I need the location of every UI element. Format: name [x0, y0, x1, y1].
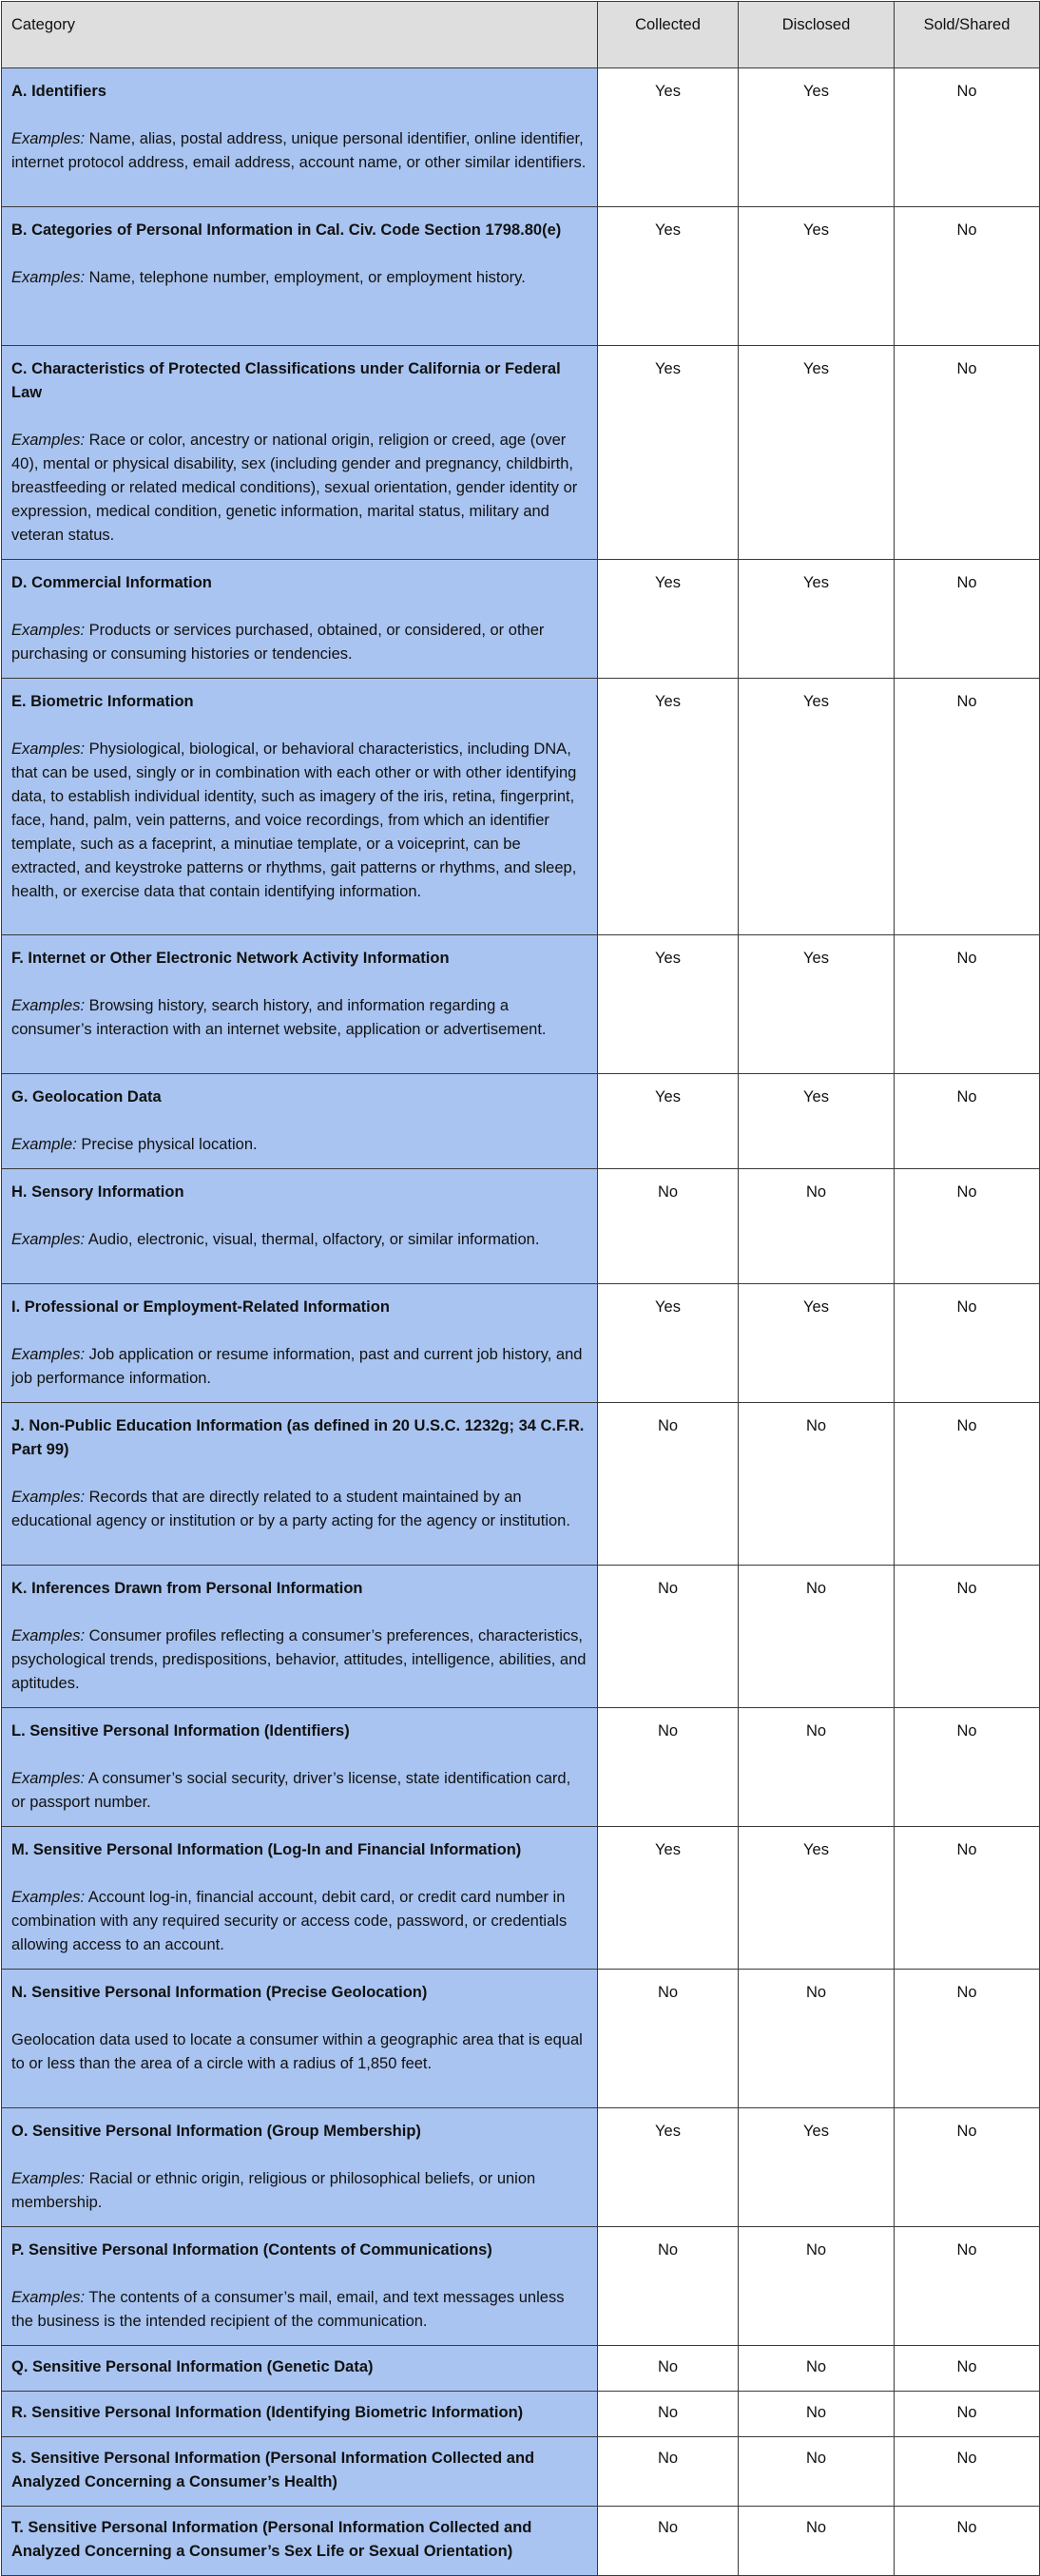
collected-value: No	[598, 1169, 739, 1284]
category-title: P. Sensitive Personal Information (Contents of Communications)	[11, 2241, 492, 2259]
collected-value: No	[598, 2227, 739, 2346]
examples-label: Examples:	[11, 2170, 86, 2187]
collected-value: No	[598, 1708, 739, 1827]
category-examples	[11, 738, 587, 904]
collected-value: No	[598, 1566, 739, 1708]
sold-shared-value: No	[895, 1169, 1040, 1284]
disclosed-value: No	[739, 1169, 895, 1284]
collected-value: No	[598, 2392, 739, 2437]
sold-shared-value: No	[895, 2507, 1040, 2576]
sold-shared-value: No	[895, 2108, 1040, 2227]
header-collected: Collected	[598, 2, 739, 68]
category-examples	[11, 1343, 587, 1391]
examples-label: Examples:	[11, 130, 86, 147]
sold-shared-value: No	[895, 1284, 1040, 1403]
collected-value: Yes	[598, 2108, 739, 2227]
disclosed-value: No	[739, 1708, 895, 1827]
collected-value: Yes	[598, 935, 739, 1074]
sold-shared-value: No	[895, 1827, 1040, 1970]
table-row	[2, 2507, 1040, 2576]
category-title: D. Commercial Information	[11, 574, 212, 591]
category-examples	[11, 266, 587, 290]
disclosed-value: Yes	[739, 1074, 895, 1169]
category-title: S. Sensitive Personal Information (Personal Information Collected and Analyzed Concerning a Consumer’s Health)	[11, 2450, 535, 2490]
category-cell	[2, 935, 598, 1074]
table-row	[2, 1708, 1040, 1827]
category-cell	[2, 1708, 598, 1827]
table-row	[2, 2227, 1040, 2346]
category-cell	[2, 560, 598, 679]
table-row	[2, 1566, 1040, 1708]
category-cell	[2, 68, 598, 207]
category-examples	[11, 1228, 587, 1252]
category-cell	[2, 346, 598, 560]
category-title: R. Sensitive Personal Information (Identifying Biometric Information)	[11, 2404, 524, 2421]
sold-shared-value: No	[895, 560, 1040, 679]
sold-shared-value: No	[895, 1566, 1040, 1708]
category-title: A. Identifiers	[11, 83, 106, 100]
category-title: N. Sensitive Personal Information (Precise Geolocation)	[11, 1984, 428, 2001]
sold-shared-value: No	[895, 2437, 1040, 2507]
disclosed-value: Yes	[739, 346, 895, 560]
disclosed-value: No	[739, 1970, 895, 2108]
examples-label: Examples:	[11, 1770, 86, 1787]
disclosed-value: Yes	[739, 2108, 895, 2227]
sold-shared-value: No	[895, 1074, 1040, 1169]
category-examples	[11, 619, 587, 666]
category-title: E. Biometric Information	[11, 693, 194, 710]
table-row	[2, 1827, 1040, 1970]
disclosed-value: Yes	[739, 68, 895, 207]
disclosed-value: Yes	[739, 679, 895, 935]
category-title: Q. Sensitive Personal Information (Genetic Data)	[11, 2358, 374, 2375]
examples-text: Account log-in, financial account, debit card, or credit card number in combination with any required security or access code, password, or credentials allowing access to an account.	[11, 1889, 568, 1953]
category-cell	[2, 2437, 598, 2507]
category-cell	[2, 2507, 598, 2576]
examples-label: Example:	[11, 1136, 77, 1153]
collected-value: Yes	[598, 1074, 739, 1169]
examples-label: Examples:	[11, 1627, 86, 1644]
category-examples	[11, 1767, 587, 1815]
sold-shared-value: No	[895, 68, 1040, 207]
examples-text: Records that are directly related to a student maintained by an educational agency or institution or by a party acting for the agency or institution.	[11, 1489, 570, 1529]
header-sold-shared: Sold/Shared	[895, 2, 1040, 68]
category-title: B. Categories of Personal Information in Cal. Civ. Code Section 1798.80(e)	[11, 221, 562, 239]
examples-label: Examples:	[11, 2289, 86, 2306]
table-row	[2, 2392, 1040, 2437]
examples-text: Products or services purchased, obtained, or considered, or other purchasing or consuming histories or tendencies.	[11, 622, 545, 663]
category-title: T. Sensitive Personal Information (Personal Information Collected and Analyzed Concerning a Consumer’s Sex Life or Sexual Orientation)	[11, 2519, 532, 2560]
category-cell	[2, 1827, 598, 1970]
disclosed-value: No	[739, 2437, 895, 2507]
sold-shared-value: No	[895, 1403, 1040, 1566]
collected-value: Yes	[598, 1284, 739, 1403]
examples-text: Name, alias, postal address, unique personal identifier, online identifier, internet protocol address, email address, account name, or other similar identifiers.	[11, 130, 587, 171]
examples-text: Race or color, ancestry or national origin, religion or creed, age (over 40), mental or physical disability, sex (including gender and pregnancy, childbirth, breastfeeding or related medical conditions), sexual orientation, gender identity or expression, medical condition, genetic information, marital status, military and veteran status.	[11, 432, 578, 544]
examples-label: Examples:	[11, 1346, 86, 1363]
sold-shared-value: No	[895, 346, 1040, 560]
category-cell	[2, 1566, 598, 1708]
collected-value: Yes	[598, 346, 739, 560]
category-examples	[11, 1886, 587, 1957]
examples-label: Examples:	[11, 269, 86, 286]
category-title: I. Professional or Employment-Related Information	[11, 1298, 390, 1316]
table-row	[2, 1074, 1040, 1169]
category-cell	[2, 679, 598, 935]
examples-label: Examples:	[11, 997, 86, 1014]
collected-value: Yes	[598, 68, 739, 207]
table-row	[2, 935, 1040, 1074]
category-cell	[2, 2108, 598, 2227]
category-title: K. Inferences Drawn from Personal Information	[11, 1580, 363, 1597]
table-row	[2, 1403, 1040, 1566]
category-title: M. Sensitive Personal Information (Log-In and Financial Information)	[11, 1841, 522, 1858]
table-row	[2, 2437, 1040, 2507]
disclosed-value: No	[739, 2507, 895, 2576]
examples-text: A consumer’s social security, driver’s license, state identification card, or passport number.	[11, 1770, 571, 1811]
table-row	[2, 207, 1040, 346]
category-title: L. Sensitive Personal Information (Identifiers)	[11, 1722, 350, 1740]
category-cell	[2, 1284, 598, 1403]
disclosed-value: No	[739, 1403, 895, 1566]
collected-value: No	[598, 2346, 739, 2392]
header-row	[2, 2, 1040, 68]
category-examples	[11, 2167, 587, 2215]
examples-text: Audio, electronic, visual, thermal, olfactory, or similar information.	[85, 1231, 540, 1248]
sold-shared-value: No	[895, 2227, 1040, 2346]
header-category: Category	[2, 2, 598, 68]
collected-value: Yes	[598, 1827, 739, 1970]
table-row	[2, 346, 1040, 560]
examples-text: Physiological, biological, or behavioral characteristics, including DNA, that can be used, singly or in combination with each other or with other identifying data, to establish individual identity, such as imagery of the iris, retina, fingerprint, face, hand, palm, vein patterns, and voice recordings, from which an identifier template, such as a faceprint, a minutiae template, or a voiceprint, can be extracted, and keystroke patterns or rhythms, gait patterns or rhythms, and sleep, health, or exercise data that contain identifying information.	[11, 740, 577, 900]
examples-text: Job application or resume information, past and current job history, and job performance information.	[11, 1346, 583, 1387]
examples-label: Examples:	[11, 622, 86, 639]
collected-value: No	[598, 1403, 739, 1566]
category-title: J. Non-Public Education Information (as defined in 20 U.S.C. 1232g; 34 C.F.R. Part 99)	[11, 1417, 585, 1458]
table-row	[2, 1970, 1040, 2108]
table-row	[2, 68, 1040, 207]
examples-label: Examples:	[11, 1489, 86, 1506]
examples-label: Examples:	[11, 1231, 86, 1248]
examples-text: Browsing history, search history, and information regarding a consumer’s interaction with an internet website, application or advertisement.	[11, 997, 547, 1038]
disclosed-value: No	[739, 2346, 895, 2392]
header-disclosed: Disclosed	[739, 2, 895, 68]
category-examples	[11, 429, 587, 548]
examples-text: Consumer profiles reflecting a consumer’s preferences, characteristics, psychological trends, predispositions, behavior, attitudes, intelligence, abilities, and aptitudes.	[11, 1627, 587, 1692]
examples-text: Racial or ethnic origin, religious or philosophical beliefs, or union membership.	[11, 2170, 536, 2211]
description-text: Geolocation data used to locate a consumer within a geographic area that is equal to or less than the area of a circle with a radius of 1,850 feet.	[11, 2031, 583, 2072]
sold-shared-value: No	[895, 1708, 1040, 1827]
table-row	[2, 2108, 1040, 2227]
sold-shared-value: No	[895, 679, 1040, 935]
disclosed-value: Yes	[739, 1827, 895, 1970]
examples-text: Name, telephone number, employment, or employment history.	[85, 269, 526, 286]
sold-shared-value: No	[895, 207, 1040, 346]
category-cell	[2, 2346, 598, 2392]
category-title: C. Characteristics of Protected Classifications under California or Federal Law	[11, 360, 561, 401]
category-examples	[11, 2286, 587, 2334]
category-description	[11, 2028, 587, 2076]
collected-value: Yes	[598, 679, 739, 935]
table-row	[2, 1169, 1040, 1284]
examples-label: Examples:	[11, 740, 86, 758]
disclosed-value: No	[739, 2227, 895, 2346]
category-title: F. Internet or Other Electronic Network Activity Information	[11, 950, 450, 967]
table-header	[2, 2, 1040, 68]
category-cell	[2, 1074, 598, 1169]
disclosed-value: Yes	[739, 207, 895, 346]
disclosed-value: Yes	[739, 1284, 895, 1403]
collected-value: No	[598, 2437, 739, 2507]
category-examples	[11, 994, 587, 1042]
sold-shared-value: No	[895, 2346, 1040, 2392]
collected-value: No	[598, 2507, 739, 2576]
collected-value: Yes	[598, 207, 739, 346]
category-examples	[11, 127, 587, 175]
category-examples	[11, 1624, 587, 1696]
sold-shared-value: No	[895, 2392, 1040, 2437]
category-title: G. Geolocation Data	[11, 1088, 162, 1105]
disclosed-value: No	[739, 1566, 895, 1708]
category-cell	[2, 2392, 598, 2437]
pi-categories-table	[1, 1, 1040, 2576]
category-examples	[11, 1133, 587, 1157]
category-cell	[2, 207, 598, 346]
examples-text: Precise physical location.	[76, 1136, 258, 1153]
category-cell	[2, 1970, 598, 2108]
table-row	[2, 679, 1040, 935]
category-cell	[2, 1169, 598, 1284]
examples-label: Examples:	[11, 432, 86, 449]
category-cell	[2, 2227, 598, 2346]
disclosed-value: No	[739, 2392, 895, 2437]
examples-label: Examples:	[11, 1889, 86, 1906]
table-row	[2, 2346, 1040, 2392]
examples-text: The contents of a consumer’s mail, email, and text messages unless the business is the intended recipient of the communication.	[11, 2289, 565, 2330]
sold-shared-value: No	[895, 1970, 1040, 2108]
sold-shared-value: No	[895, 935, 1040, 1074]
collected-value: No	[598, 1970, 739, 2108]
category-examples	[11, 1486, 587, 1533]
table-row	[2, 1284, 1040, 1403]
disclosed-value: Yes	[739, 560, 895, 679]
table-row	[2, 560, 1040, 679]
collected-value: Yes	[598, 560, 739, 679]
disclosed-value: Yes	[739, 935, 895, 1074]
category-cell	[2, 1403, 598, 1566]
category-title: H. Sensory Information	[11, 1183, 184, 1201]
category-title: O. Sensitive Personal Information (Group Membership)	[11, 2123, 421, 2140]
